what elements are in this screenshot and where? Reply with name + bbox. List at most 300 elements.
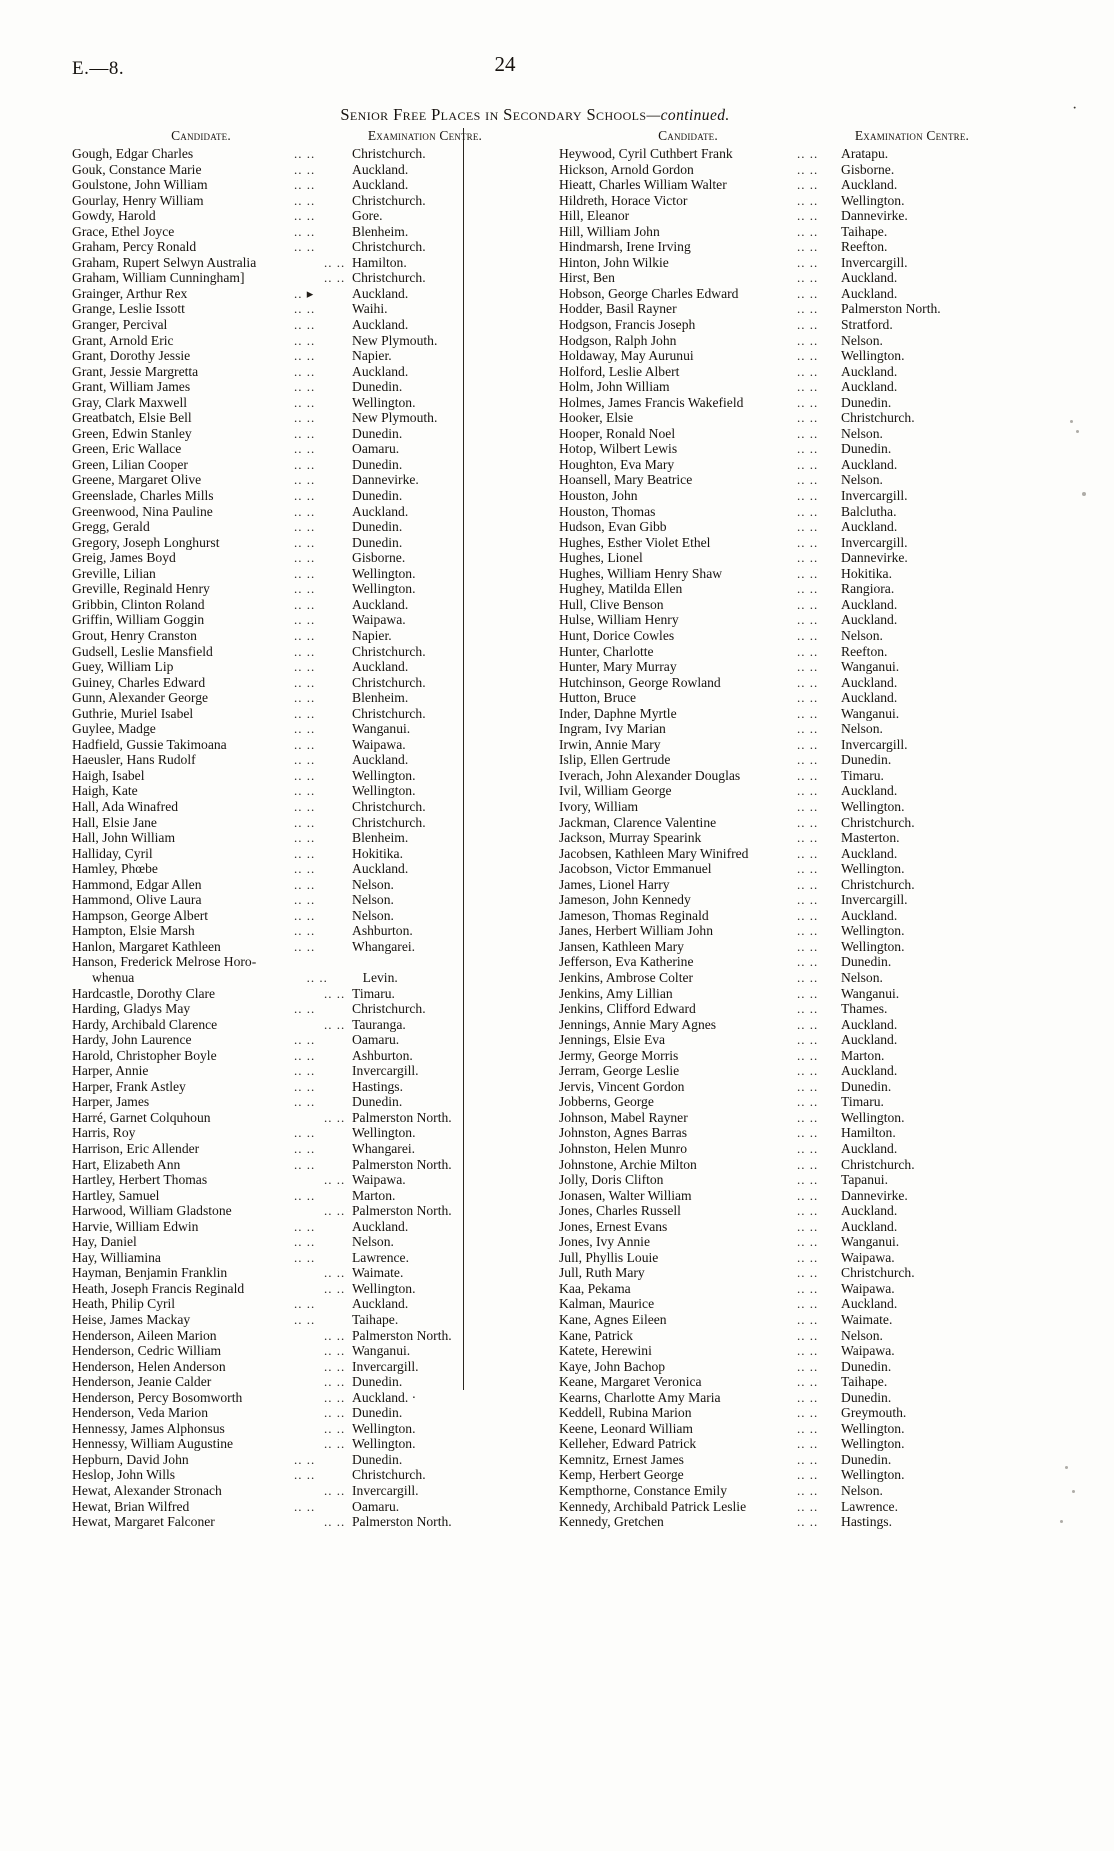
leader-dots: .. .. xyxy=(294,208,316,224)
examination-centre: Auckland. xyxy=(352,752,409,768)
leader-dots: .. .. xyxy=(797,208,819,224)
candidate-name: Gribbin, Clinton Roland xyxy=(72,596,205,612)
leader-dots: .. .. xyxy=(797,814,819,830)
candidate-name: Jonasen, Walter William xyxy=(559,1187,692,1203)
examination-centre: Napier. xyxy=(352,348,392,364)
candidate-name: Henderson, Veda Marion xyxy=(72,1405,209,1421)
examination-centre: Nelson. xyxy=(841,1483,883,1499)
table-row xyxy=(72,410,527,426)
table-row xyxy=(72,1312,527,1328)
examination-centre: Dunedin. xyxy=(352,456,403,472)
leader-dots: .. .. xyxy=(797,317,819,333)
candidate-name: Greig, James Boyd xyxy=(72,550,176,566)
examination-centre: Auckland. xyxy=(841,674,898,690)
table-row xyxy=(72,1172,527,1188)
table-row xyxy=(72,379,527,395)
table-row xyxy=(559,1203,1012,1219)
leader-dots: .. .. xyxy=(294,1498,316,1514)
leader-dots: .. .. xyxy=(797,1389,819,1405)
examination-centre: Dunedin. xyxy=(841,1451,892,1467)
leader-dots: .. .. xyxy=(294,348,316,364)
candidate-name: Jerram, George Leslie xyxy=(559,1063,680,1079)
leader-dots: .. .. xyxy=(294,410,316,426)
examination-centre: Reefton. xyxy=(841,643,888,659)
leader-dots: .. .. xyxy=(797,1156,819,1172)
examination-centre: Oamaru. xyxy=(352,1498,400,1514)
table-row xyxy=(72,1296,527,1312)
examination-centre: Wellington. xyxy=(841,861,905,877)
candidate-name: Grant, Arnold Eric xyxy=(72,332,174,348)
examination-centre: Dunedin. xyxy=(352,519,403,535)
leader-dots: .. .. xyxy=(797,441,819,457)
table-row xyxy=(72,783,527,799)
examination-centre: Hamilton. xyxy=(841,1125,896,1141)
candidate-name: Grange, Leslie Issott xyxy=(72,301,185,317)
leader-dots: .. .. xyxy=(797,239,819,255)
candidate-name: Hay, Williamina xyxy=(72,1249,161,1265)
candidate-name: Hotop, Wilbert Lewis xyxy=(559,441,678,457)
candidate-name: Kennedy, Archibald Patrick Leslie xyxy=(559,1498,747,1514)
examination-centre: Auckland. xyxy=(841,1032,898,1048)
table-row xyxy=(72,628,527,644)
candidate-name: Kearns, Charlotte Amy Maria xyxy=(559,1389,721,1405)
examination-centre: Waipawa. xyxy=(841,1343,895,1359)
examination-centre: Wellington. xyxy=(841,1467,905,1483)
candidate-name: Hildreth, Horace Victor xyxy=(559,192,688,208)
candidate-name: Hunter, Charlotte xyxy=(559,643,654,659)
leader-dots: .. .. xyxy=(294,783,316,799)
examination-centre: Palmerston North. xyxy=(352,1327,452,1343)
leader-dots: .. .. xyxy=(797,798,819,814)
table-row xyxy=(72,1110,527,1126)
examination-centre: Wellington. xyxy=(352,565,416,581)
examination-centre: Gisborne. xyxy=(841,161,895,177)
examination-centre: Wanganui. xyxy=(841,1234,900,1250)
candidate-name: Hennessy, William Augustine xyxy=(72,1436,234,1452)
examination-centre: Gisborne. xyxy=(352,550,406,566)
leader-dots: .. .. xyxy=(797,1172,819,1188)
examination-centre: Balclutha. xyxy=(841,503,897,519)
table-row xyxy=(72,488,527,504)
candidate-name: Hennessy, James Alphonsus xyxy=(72,1420,225,1436)
table-row xyxy=(72,923,527,939)
table-row xyxy=(72,768,527,784)
leader-dots: .. .. xyxy=(797,1109,819,1125)
examination-centre: Waipawa. xyxy=(841,1249,895,1265)
examination-centre: Hokitika. xyxy=(352,845,403,861)
candidate-name: Hunt, Dorice Cowles xyxy=(559,627,675,643)
leader-dots: .. .. xyxy=(797,146,819,161)
candidate-name: Henderson, Cedric William xyxy=(72,1343,222,1359)
table-row xyxy=(72,1063,527,1079)
leader-dots xyxy=(324,954,352,970)
leader-dots: .. .. xyxy=(294,736,316,752)
candidate-name: Heath, Joseph Francis Reginald xyxy=(72,1280,245,1296)
candidate-name: Janes, Herbert William John xyxy=(559,923,713,939)
leader-dots: .. .. xyxy=(797,783,819,799)
leader-dots: .. .. xyxy=(324,1420,346,1436)
examination-centre: Stratford. xyxy=(841,317,893,333)
leader-dots: .. .. xyxy=(797,254,819,270)
candidate-name: Hall, Ada Winafred xyxy=(72,798,179,814)
table-row xyxy=(559,768,1012,784)
table-row xyxy=(559,286,1012,302)
table-row xyxy=(72,1390,527,1406)
examination-centre: Greymouth. xyxy=(841,1405,907,1421)
leader-dots: .. .. xyxy=(294,1063,316,1079)
leader-dots: .. .. xyxy=(294,550,316,566)
leader-dots: .. .. xyxy=(797,1249,819,1265)
leader-dots: .. .. xyxy=(797,954,819,970)
examination-centre: Wanganui. xyxy=(352,1343,411,1359)
leader-dots: .. .. xyxy=(294,1001,316,1017)
section-title xyxy=(0,105,1070,125)
table-row xyxy=(72,986,527,1002)
leader-dots: .. .. xyxy=(797,1125,819,1141)
candidate-name: Kelleher, Edward Patrick xyxy=(559,1436,697,1452)
examination-centre: Dannevirke. xyxy=(841,550,908,566)
table-row xyxy=(559,644,1012,660)
candidate-name: Houghton, Eva Mary xyxy=(559,456,675,472)
examination-centre: Auckland. xyxy=(841,363,898,379)
leader-dots: .. .. xyxy=(306,969,328,985)
candidate-name: Heise, James Mackay xyxy=(72,1312,191,1328)
examination-centre: Auckland. xyxy=(841,845,898,861)
examination-centre: Tauranga. xyxy=(352,1016,406,1032)
leader-dots: .. .. xyxy=(797,1420,819,1436)
leader-dots: .. .. xyxy=(294,845,316,861)
table-row xyxy=(72,1374,527,1390)
table-row xyxy=(72,752,527,768)
candidate-name: Guthrie, Muriel Isabel xyxy=(72,705,194,721)
examination-centre: Waipawa. xyxy=(352,736,406,752)
page-speck xyxy=(1076,430,1079,433)
candidate-name: Irwin, Annie Mary xyxy=(559,736,661,752)
candidate-name: Goulstone, John William xyxy=(72,177,208,193)
examination-centre: Wellington. xyxy=(841,938,905,954)
table-row xyxy=(559,1296,1012,1312)
candidate-name: Hewat, Alexander Stronach xyxy=(72,1483,222,1499)
examination-centre: Auckland. xyxy=(841,1296,898,1312)
examination-centre: Oamaru. xyxy=(352,441,400,457)
leader-dots: .. .. xyxy=(797,923,819,939)
leader-dots: .. .. xyxy=(294,798,316,814)
examination-centre: Waihi. xyxy=(352,301,388,317)
leader-dots: .. .. xyxy=(797,690,819,706)
leader-dots: .. .. xyxy=(797,1374,819,1390)
table-row xyxy=(559,1063,1012,1079)
table-row xyxy=(72,612,527,628)
table-row xyxy=(559,721,1012,737)
table-row xyxy=(72,1250,527,1266)
header-examination-centre: Examination Centre. xyxy=(367,128,483,143)
table-row xyxy=(559,706,1012,722)
leader-dots: .. .. xyxy=(294,425,316,441)
examination-centre: Dunedin. xyxy=(352,534,403,550)
table-row xyxy=(559,224,1012,240)
examination-centre: Auckland. xyxy=(352,1218,409,1234)
table-row xyxy=(559,441,1012,457)
table-row xyxy=(72,1032,527,1048)
leader-dots: .. .. xyxy=(294,861,316,877)
candidate-name: Haigh, Isabel xyxy=(72,767,145,783)
examination-centre: Auckland. xyxy=(841,1203,898,1219)
table-row xyxy=(559,939,1012,955)
table-row xyxy=(559,1234,1012,1250)
table-row xyxy=(559,410,1012,426)
table-row xyxy=(559,597,1012,613)
candidate-name: Holmes, James Francis Wakefield xyxy=(559,394,744,410)
candidate-name: Hobson, George Charles Edward xyxy=(559,285,739,301)
candidate-name: Hindmarsh, Irene Irving xyxy=(559,239,691,255)
candidate-name: Gregory, Joseph Longhurst xyxy=(72,534,220,550)
examination-centre: Masterton. xyxy=(841,830,900,846)
candidate-name: Hulse, William Henry xyxy=(559,612,679,628)
candidate-name: Inder, Daphne Myrtle xyxy=(559,705,677,721)
candidate-name: Gough, Edgar Charles xyxy=(72,146,194,161)
table-row xyxy=(72,1499,527,1515)
examination-centre: Timaru. xyxy=(841,1094,884,1110)
table-row xyxy=(559,1219,1012,1235)
examination-centre: Nelson. xyxy=(841,1327,883,1343)
leader-dots: .. .. xyxy=(294,146,316,161)
table-row xyxy=(559,1421,1012,1437)
table-row xyxy=(72,908,527,924)
leader-dots: .. .. xyxy=(294,317,316,333)
table-row xyxy=(72,426,527,442)
examination-centre: Christchurch. xyxy=(352,1001,426,1017)
candidate-name: Ivil, William George xyxy=(559,783,672,799)
examination-centre: Auckland. xyxy=(841,783,898,799)
examination-centre: Nelson. xyxy=(841,721,883,737)
leader-dots: .. .. xyxy=(797,363,819,379)
candidate-name: Jacobsen, Kathleen Mary Winifred xyxy=(559,845,749,861)
table-row xyxy=(559,457,1012,473)
leader-dots: .. .. xyxy=(294,472,316,488)
candidate-name: Jones, Ernest Evans xyxy=(559,1218,668,1234)
leader-dots: .. .. xyxy=(797,861,819,877)
examination-centre: Palmerston North. xyxy=(352,1203,452,1219)
table-row xyxy=(72,1483,527,1499)
examination-centre: Waimate. xyxy=(841,1312,893,1328)
examination-centre: Christchurch. xyxy=(841,410,915,426)
candidate-name: Greville, Reginald Henry xyxy=(72,581,210,597)
leader-dots: .. .. xyxy=(797,472,819,488)
table-row xyxy=(559,488,1012,504)
candidate-name: Gudsell, Leslie Mansfield xyxy=(72,643,213,659)
table-row xyxy=(72,1001,527,1017)
examination-centre: Waimate. xyxy=(352,1265,404,1281)
examination-centre: Nelson. xyxy=(352,907,394,923)
table-row xyxy=(559,162,1012,178)
candidate-name: Harold, Christopher Boyle xyxy=(72,1047,217,1063)
table-row xyxy=(72,706,527,722)
candidate-name: Kalman, Maurice xyxy=(559,1296,655,1312)
leader-dots: .. .. xyxy=(797,519,819,535)
leader-dots: .. .. xyxy=(797,379,819,395)
table-row xyxy=(559,1452,1012,1468)
leader-dots: .. .. xyxy=(797,285,819,301)
leader-dots: .. .. xyxy=(797,612,819,628)
table-row xyxy=(72,954,527,970)
examination-centre: Tapanui. xyxy=(841,1172,888,1188)
leader-dots: .. .. xyxy=(797,830,819,846)
leader-dots: .. .. xyxy=(797,270,819,286)
leader-dots: .. .. xyxy=(797,627,819,643)
examination-centre: Dunedin. xyxy=(841,1358,892,1374)
table-row xyxy=(559,146,1012,162)
table-row xyxy=(72,581,527,597)
examination-centre: Taihape. xyxy=(841,223,888,239)
leader-dots: .. .. xyxy=(324,1280,346,1296)
table-row xyxy=(559,861,1012,877)
leader-dots: .. .. xyxy=(797,938,819,954)
leader-dots: .. .. xyxy=(294,876,316,892)
candidate-name: Harré, Garnet Colquhoun xyxy=(72,1109,211,1125)
table-row xyxy=(559,395,1012,411)
examination-centre: Christchurch. xyxy=(352,239,426,255)
candidate-name: Griffin, William Goggin xyxy=(72,612,205,628)
table-row xyxy=(72,1079,527,1095)
table-row xyxy=(72,1452,527,1468)
candidate-name: Graham, Rupert Selwyn Australia xyxy=(72,254,257,270)
examination-centre: Ashburton. xyxy=(352,923,413,939)
leader-dots: .. .. xyxy=(294,659,316,675)
examination-centre: Rangiora. xyxy=(841,581,895,597)
examination-centre: Whangarei. xyxy=(352,938,416,954)
examination-centre: Nelson. xyxy=(841,472,883,488)
leader-dots: .. .. xyxy=(294,1234,316,1250)
candidate-name: Hanson, Frederick Melrose Horo- xyxy=(72,954,257,970)
leader-dots: .. .. xyxy=(294,581,316,597)
examination-centre: Wellington. xyxy=(352,783,416,799)
table-row xyxy=(559,348,1012,364)
candidate-name: Hieatt, Charles William Walter xyxy=(559,177,727,193)
candidate-name: Jansen, Kathleen Mary xyxy=(559,938,684,954)
leader-dots: .. .. xyxy=(797,1078,819,1094)
table-row xyxy=(559,317,1012,333)
candidate-name: James, Lionel Harry xyxy=(559,876,670,892)
leader-dots: .. .. xyxy=(294,1141,316,1156)
candidate-name: Green, Eric Wallace xyxy=(72,441,182,457)
leader-dots: .. .. xyxy=(797,674,819,690)
table-row xyxy=(559,1390,1012,1406)
examination-centre: Auckland. xyxy=(352,161,409,177)
candidate-name: Grace, Ethel Joyce xyxy=(72,223,175,239)
examination-centre: Dunedin. xyxy=(352,379,403,395)
candidate-name: Hewat, Margaret Falconer xyxy=(72,1514,215,1530)
table-row xyxy=(559,581,1012,597)
candidate-name: Hickson, Arnold Gordon xyxy=(559,161,694,177)
leader-dots: .. .. xyxy=(294,1187,316,1203)
leader-dots: .. .. xyxy=(797,845,819,861)
table-row xyxy=(72,1094,527,1110)
candidate-name: Hartley, Samuel xyxy=(72,1187,160,1203)
examination-centre: Ashburton. xyxy=(352,1047,413,1063)
examination-centre: Wellington. xyxy=(352,1125,416,1141)
candidate-name: Jennings, Annie Mary Agnes xyxy=(559,1016,717,1032)
leader-dots: .. .. xyxy=(797,1343,819,1359)
candidate-name: Holdaway, May Aurunui xyxy=(559,348,694,364)
candidate-name: Gowdy, Harold xyxy=(72,208,156,224)
table-row xyxy=(559,1032,1012,1048)
table-row xyxy=(559,675,1012,691)
examination-centre: Palmerston North. xyxy=(352,1109,452,1125)
table-row xyxy=(72,1234,527,1250)
leader-dots: .. .. xyxy=(797,767,819,783)
table-row xyxy=(559,815,1012,831)
leader-dots: .. .. xyxy=(797,985,819,1001)
candidate-name: Johnstone, Archie Milton xyxy=(559,1156,697,1172)
leader-dots: .. .. xyxy=(294,1125,316,1141)
table-row xyxy=(72,597,527,613)
candidate-name: Green, Lilian Cooper xyxy=(72,456,188,472)
examination-centre: Wellington. xyxy=(841,192,905,208)
examination-centre: Wellington. xyxy=(841,1420,905,1436)
table-row xyxy=(72,1188,527,1204)
table-row xyxy=(72,830,527,846)
leader-dots: .. .. xyxy=(324,1436,346,1452)
leader-dots: .. .. xyxy=(294,752,316,768)
candidate-name: Katete, Herewini xyxy=(559,1343,652,1359)
table-row xyxy=(559,1328,1012,1344)
examination-centre: Christchurch. xyxy=(841,1265,915,1281)
left-column xyxy=(72,128,537,1530)
table-row xyxy=(559,892,1012,908)
table-row xyxy=(559,177,1012,193)
table-row xyxy=(559,1483,1012,1499)
leader-dots: .. .. xyxy=(324,985,346,1001)
leader-dots: .. .. xyxy=(294,1078,316,1094)
examination-centre: Wellington. xyxy=(352,1280,416,1296)
examination-centre: Christchurch. xyxy=(352,798,426,814)
leader-dots: .. .. xyxy=(294,1218,316,1234)
candidate-name: Harper, Frank Astley xyxy=(72,1078,186,1094)
examination-centre: Timaru. xyxy=(841,767,884,783)
page-speck xyxy=(1065,1466,1068,1469)
leader-dots: .. .. xyxy=(797,503,819,519)
leader-dots: .. .. xyxy=(797,1451,819,1467)
examination-centre: Christchurch. xyxy=(352,146,426,161)
table-row xyxy=(72,1514,527,1530)
candidate-name: Hodgson, Ralph John xyxy=(559,332,677,348)
table-row xyxy=(72,1281,527,1297)
examination-centre: Invercargill. xyxy=(841,534,908,550)
table-row xyxy=(72,317,527,333)
leader-dots: .. .. xyxy=(324,1483,346,1499)
table-row xyxy=(559,1359,1012,1375)
table-row xyxy=(72,1343,527,1359)
candidate-name: Greenslade, Charles Mills xyxy=(72,488,214,504)
candidate-name: Jenkins, Amy Lillian xyxy=(559,985,673,1001)
leader-dots: .. .. xyxy=(294,192,316,208)
candidate-name: Kempthorne, Constance Emily xyxy=(559,1483,727,1499)
table-row xyxy=(72,177,527,193)
candidate-name: Kemnitz, Ernest James xyxy=(559,1451,684,1467)
page-number: 24 xyxy=(494,52,516,76)
leader-dots: .. .. xyxy=(294,161,316,177)
examination-centre: Christchurch. xyxy=(352,192,426,208)
examination-centre: Wellington. xyxy=(352,394,416,410)
table-row xyxy=(72,535,527,551)
candidate-name: Harvie, William Edwin xyxy=(72,1218,199,1234)
leader-dots: .. .. xyxy=(294,674,316,690)
table-row xyxy=(72,239,527,255)
leader-dots: .. .. xyxy=(294,690,316,706)
candidate-name: Jennings, Elsie Eva xyxy=(559,1032,666,1048)
leader-dots: .. .. xyxy=(294,938,316,954)
candidate-name: Holm, John William xyxy=(559,379,670,395)
